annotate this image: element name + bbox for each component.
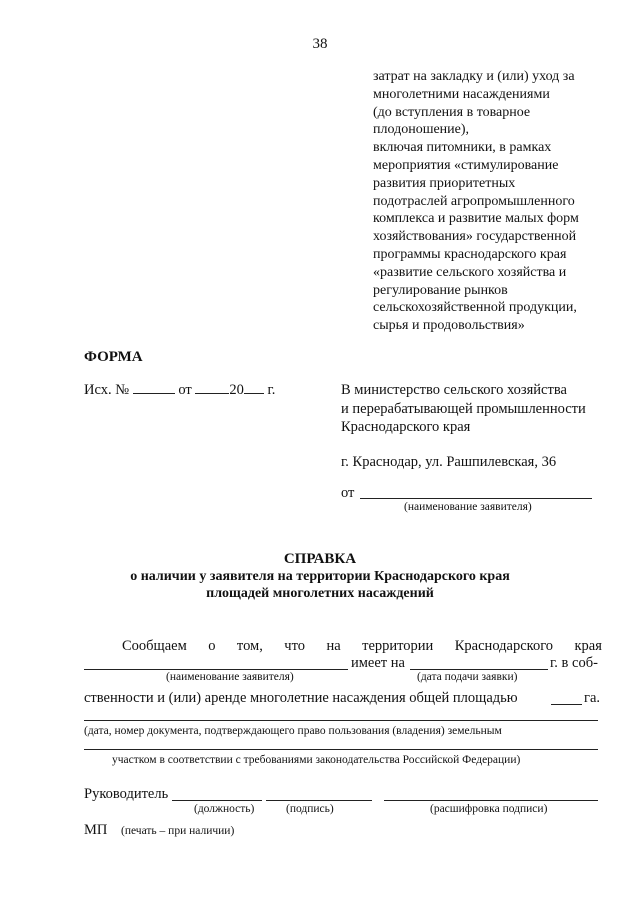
header-line: (до вступления в товарное bbox=[373, 104, 531, 120]
stamp-label: МП bbox=[84, 822, 108, 838]
page-number: 38 bbox=[312, 36, 328, 52]
outgoing-year-prefix: 20 bbox=[229, 382, 244, 398]
document-blank-2[interactable] bbox=[84, 749, 598, 750]
body-line-2-middle: имеет на bbox=[351, 655, 405, 671]
header-block bbox=[373, 68, 579, 335]
header-line: программы краснодарского края bbox=[373, 246, 567, 262]
caption-document-2: участком в соответствии с требованиями законодательства Российской Федерации) bbox=[112, 754, 521, 766]
outgoing-year-blank[interactable] bbox=[244, 381, 264, 394]
header-line: включая питомники, в рамках bbox=[373, 140, 552, 156]
outgoing-number-line bbox=[84, 381, 275, 399]
application-date-blank[interactable] bbox=[410, 669, 548, 670]
body-word: на bbox=[326, 638, 341, 654]
city-address: г. Краснодар, ул. Рашпилевская, 36 bbox=[341, 454, 557, 470]
caption-application-date: (дата подачи заявки) bbox=[417, 671, 518, 683]
body-word: Краснодарского bbox=[454, 638, 554, 654]
header-line: подотраслей агропромышленного bbox=[373, 193, 575, 209]
header-line: мероприятия «стимулирование bbox=[373, 157, 559, 173]
body-line-2-end: г. в соб- bbox=[550, 655, 598, 671]
body-word: о bbox=[208, 638, 216, 654]
addressee-line: Краснодарского края bbox=[341, 419, 471, 435]
addressee-line: и перерабатывающей промышленности bbox=[341, 400, 586, 417]
header-line: комплекса и развитие малых форм bbox=[373, 211, 579, 227]
caption-applicant: (наименование заявителя) bbox=[166, 671, 294, 683]
document-blank-1[interactable] bbox=[84, 720, 598, 721]
header-line: хозяйствования» государственной bbox=[373, 229, 577, 245]
signature-blank[interactable] bbox=[266, 800, 372, 801]
body-line-3: ственности и (или) аренде многолетние насаждения общей площадью bbox=[84, 690, 518, 706]
caption-signature: (подпись) bbox=[286, 803, 334, 815]
header-line: развития приоритетных bbox=[373, 175, 516, 191]
caption-position: (должность) bbox=[194, 803, 255, 815]
document-title: СПРАВКА bbox=[283, 551, 357, 567]
document-subtitle-line-1: о наличии у заявителя на территории Краснодарского края bbox=[130, 569, 510, 584]
body-word: Сообщаем bbox=[122, 638, 187, 654]
from-applicant-blank[interactable] bbox=[360, 498, 592, 499]
header-line: затрат на закладку и (или) уход за bbox=[373, 69, 575, 84]
document-subtitle-line-2: площадей многолетних насаждений bbox=[206, 586, 434, 601]
signature-decode-blank[interactable] bbox=[384, 800, 598, 801]
position-blank[interactable] bbox=[172, 800, 262, 801]
header-line: сырья и продовольствия» bbox=[373, 318, 525, 334]
area-unit: га. bbox=[584, 690, 601, 706]
outgoing-prefix: Исх. № bbox=[84, 382, 130, 398]
body-line-1 bbox=[122, 638, 602, 655]
outgoing-year-suffix: г. bbox=[267, 382, 276, 398]
body-word: том, bbox=[236, 638, 263, 654]
applicant-name-blank[interactable] bbox=[84, 669, 348, 670]
body-word: что bbox=[284, 638, 305, 654]
stamp-line bbox=[84, 822, 234, 839]
caption-document: (дата, номер документа, подтверждающего право пользования (владения) земельным bbox=[84, 725, 502, 737]
outgoing-ot: от bbox=[178, 382, 192, 398]
stamp-caption: (печать – при наличии) bbox=[121, 825, 235, 837]
header-line: сельскохозяйственной продукции, bbox=[373, 300, 577, 316]
header-line: многолетними насаждениями bbox=[373, 86, 550, 102]
from-caption: (наименование заявителя) bbox=[404, 501, 532, 513]
outgoing-date-blank[interactable] bbox=[195, 381, 229, 394]
header-line: «развитие сельского хозяйства и bbox=[373, 264, 567, 280]
head-label: Руководитель bbox=[84, 786, 169, 802]
body-word: края bbox=[574, 638, 602, 654]
from-label: от bbox=[341, 485, 355, 501]
header-line: регулирование рынков bbox=[373, 282, 508, 298]
form-label: ФОРМА bbox=[84, 349, 143, 365]
addressee-block bbox=[341, 381, 586, 437]
area-blank[interactable] bbox=[551, 704, 582, 705]
outgoing-number-blank[interactable] bbox=[133, 381, 175, 394]
addressee-line: В министерство сельского хозяйства bbox=[341, 382, 567, 398]
header-line: плодоношение), bbox=[373, 122, 470, 138]
body-word: территории bbox=[362, 638, 434, 654]
caption-signature-decode: (расшифровка подписи) bbox=[430, 803, 548, 815]
